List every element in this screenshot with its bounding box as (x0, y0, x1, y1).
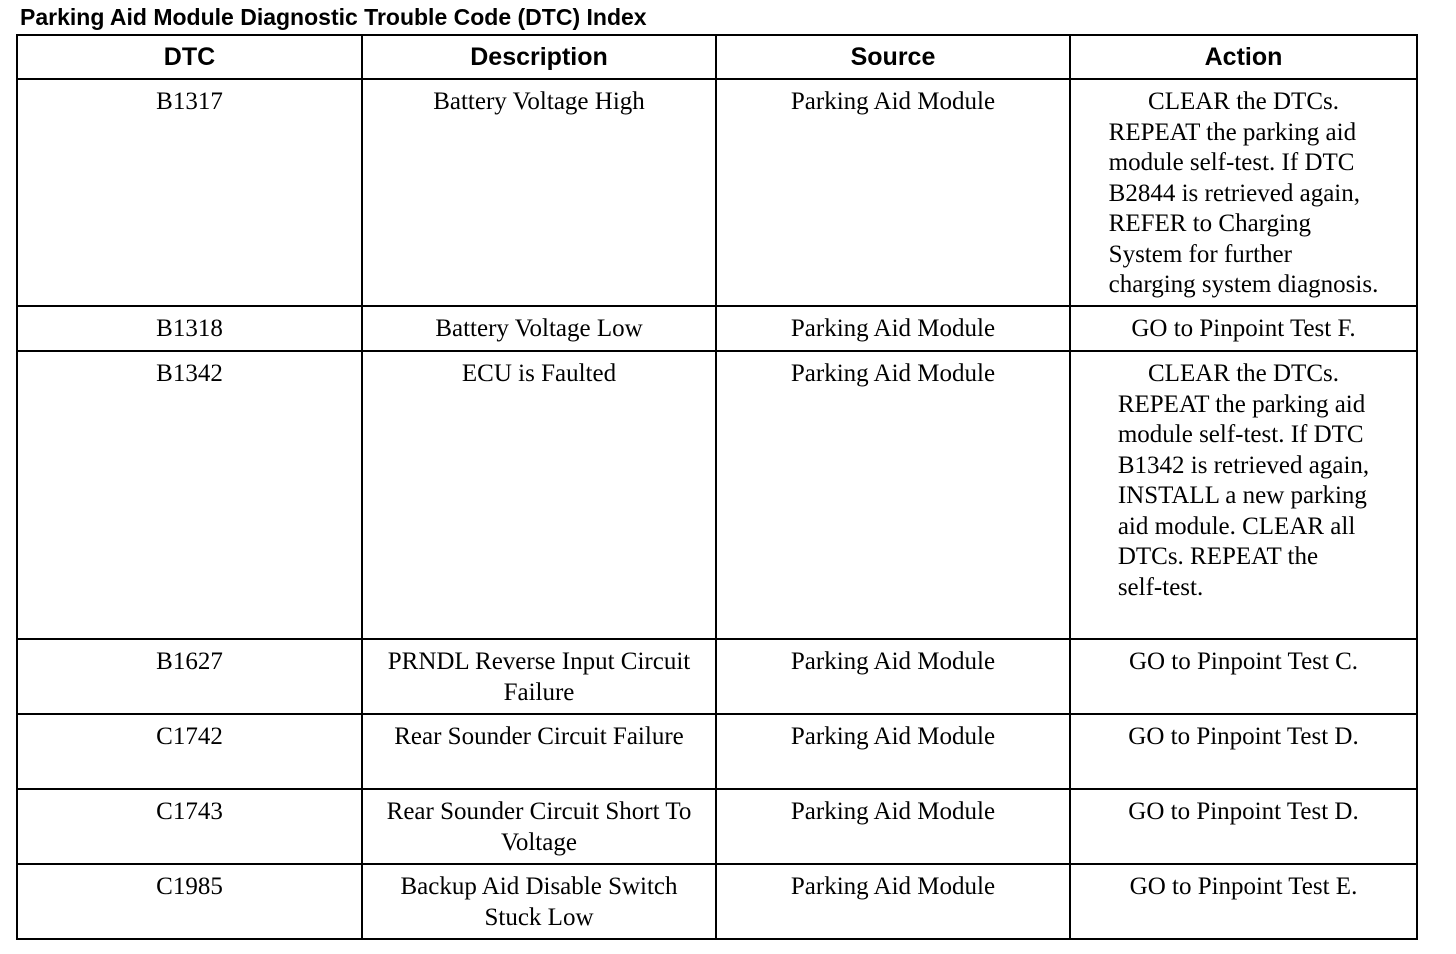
action-line: REPEAT the parking aid (1108, 118, 1357, 146)
dtc-description: Rear Sounder Circuit Failure (394, 723, 684, 750)
table-row (17, 351, 1417, 639)
cell-dtc (17, 306, 362, 351)
cell-action (1070, 639, 1417, 714)
dtc-description: Backup Aid Disable Switch Stuck Low (400, 873, 678, 931)
cell-source (716, 306, 1070, 351)
cell-action (1070, 79, 1417, 306)
dtc-source: Parking Aid Module (790, 360, 996, 387)
dtc-action: GO to Pinpoint Test D. (1128, 798, 1359, 825)
action-line: INSTALL a new parking (1117, 482, 1367, 509)
cell-description (362, 351, 716, 639)
dtc-index-table (16, 34, 1418, 940)
dtc-code: B1627 (156, 648, 223, 675)
table-row (17, 789, 1417, 864)
action-line: B2844 is retrieved again, (1108, 179, 1360, 207)
page-title: Parking Aid Module Diagnostic Trouble Code (DTC) Index (20, 4, 647, 30)
table-row (17, 639, 1417, 714)
cell-action (1070, 306, 1417, 351)
cell-action (1070, 864, 1417, 939)
action-line: charging system diagnosis. (1108, 271, 1379, 298)
cell-dtc (17, 864, 362, 939)
header-action: Action (1070, 35, 1417, 79)
dtc-description: Battery Voltage High (433, 88, 645, 115)
dtc-description: Rear Sounder Circuit Short To Voltage (386, 798, 692, 856)
action-line: CLEAR the DTCs. (1148, 88, 1339, 115)
cell-description (362, 306, 716, 351)
cell-source (716, 714, 1070, 789)
action-line: B1342 is retrieved again, (1117, 451, 1370, 479)
table-row (17, 864, 1417, 939)
action-line: self-test. (1117, 573, 1204, 601)
dtc-source: Parking Aid Module (790, 88, 996, 115)
dtc-code: B1342 (156, 360, 223, 387)
dtc-description: ECU is Faulted (461, 360, 617, 387)
dtc-action (1118, 359, 1369, 603)
cell-description (362, 789, 716, 864)
header-row (17, 35, 1417, 79)
cell-source (716, 864, 1070, 939)
dtc-description: Battery Voltage Low (435, 315, 643, 342)
dtc-code: B1317 (156, 88, 223, 115)
cell-action (1070, 351, 1417, 639)
action-line: DTCs. REPEAT the (1117, 543, 1319, 570)
dtc-action: GO to Pinpoint Test C. (1128, 648, 1359, 675)
dtc-source: Parking Aid Module (790, 873, 996, 900)
cell-description (362, 639, 716, 714)
cell-source (716, 639, 1070, 714)
cell-action (1070, 714, 1417, 789)
cell-description (362, 79, 716, 306)
cell-action (1070, 789, 1417, 864)
table-row (17, 714, 1417, 789)
dtc-code: C1985 (156, 873, 223, 900)
action-line: System for further (1108, 240, 1292, 268)
action-line: module self-test. If DTC (1108, 149, 1355, 176)
dtc-action: GO to Pinpoint Test E. (1129, 873, 1358, 900)
header-dtc: DTC (17, 35, 362, 79)
action-line: REFER to Charging (1108, 210, 1312, 237)
dtc-source: Parking Aid Module (790, 723, 996, 750)
action-line: CLEAR the DTCs. (1148, 360, 1339, 387)
dtc-source: Parking Aid Module (790, 315, 996, 342)
cell-source (716, 789, 1070, 864)
action-line: module self-test. If DTC (1117, 421, 1364, 448)
cell-dtc (17, 79, 362, 306)
cell-description (362, 864, 716, 939)
header-description: Description (362, 35, 716, 79)
table-body (17, 79, 1417, 939)
dtc-source: Parking Aid Module (790, 648, 996, 675)
action-line: aid module. CLEAR all (1117, 512, 1356, 540)
dtc-source: Parking Aid Module (790, 798, 996, 825)
cell-description (362, 714, 716, 789)
action-line: REPEAT the parking aid (1117, 390, 1366, 418)
dtc-action (1109, 87, 1379, 301)
table-row (17, 79, 1417, 306)
dtc-code: C1743 (156, 798, 223, 825)
cell-source (716, 79, 1070, 306)
dtc-description: PRNDL Reverse Input Circuit Failure (387, 648, 691, 706)
cell-dtc (17, 639, 362, 714)
table-row (17, 306, 1417, 351)
header-source: Source (716, 35, 1070, 79)
dtc-code: B1318 (156, 315, 223, 342)
dtc-code: C1742 (156, 723, 223, 750)
dtc-action: GO to Pinpoint Test F. (1131, 315, 1356, 342)
cell-dtc (17, 714, 362, 789)
cell-dtc (17, 789, 362, 864)
cell-source (716, 351, 1070, 639)
table-header (17, 35, 1417, 79)
cell-dtc (17, 351, 362, 639)
dtc-action: GO to Pinpoint Test D. (1128, 723, 1359, 750)
